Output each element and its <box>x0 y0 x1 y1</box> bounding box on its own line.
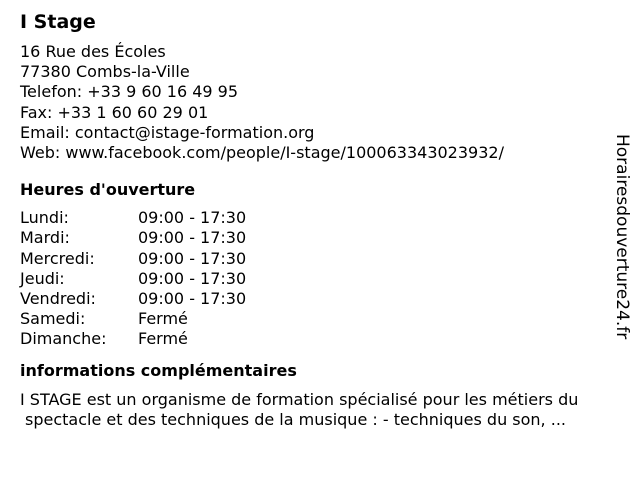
opening-hours-table <box>20 208 620 349</box>
hours-time: 09:00 - 17:30 <box>138 289 247 309</box>
content <box>20 10 620 430</box>
site-watermark: Horairesdouverture24.fr <box>612 134 632 340</box>
info-line: spectacle et des techniques de la musique : - techniques du son, ... <box>25 409 566 429</box>
hours-day: Mercredi: <box>20 248 95 268</box>
contact-block <box>20 42 620 163</box>
fax-number: Fax: +33 1 60 60 29 01 <box>20 102 209 122</box>
hours-row <box>20 228 620 248</box>
hours-day: Dimanche: <box>20 329 107 349</box>
hours-time: Fermé <box>138 329 188 349</box>
info-line: I STAGE est un organisme de formation spécialisé pour les métiers du <box>20 389 579 409</box>
hours-day: Lundi: <box>20 208 69 228</box>
hours-row <box>20 208 620 228</box>
hours-day: Samedi: <box>20 309 86 329</box>
hours-row <box>20 269 620 289</box>
hours-day: Mardi: <box>20 228 70 248</box>
hours-day: Jeudi: <box>20 268 65 288</box>
phone-number: Telefon: +33 9 60 16 49 95 <box>20 82 239 102</box>
hours-time: Fermé <box>138 309 188 329</box>
hours-row <box>20 309 620 329</box>
info-description <box>20 390 632 430</box>
hours-row <box>20 329 620 349</box>
hours-row <box>20 289 620 309</box>
hours-time: 09:00 - 17:30 <box>138 268 247 288</box>
hours-heading: Heures d'ouverture <box>20 180 196 200</box>
hours-time: 09:00 - 17:30 <box>138 208 247 228</box>
email-address: Email: contact@istage-formation.org <box>20 122 315 142</box>
website-url: Web: www.facebook.com/people/I-stage/100063343023932/ <box>20 143 504 163</box>
hours-time: 09:00 - 17:30 <box>138 248 247 268</box>
hours-row <box>20 249 620 269</box>
business-name: I Stage <box>20 11 96 33</box>
info-heading: informations complémentaires <box>20 360 297 380</box>
hours-time: 09:00 - 17:30 <box>138 228 247 248</box>
hours-day: Vendredi: <box>20 289 96 309</box>
address-street: 16 Rue des Écoles <box>20 42 166 61</box>
address-city: 77380 Combs-la-Ville <box>20 62 190 82</box>
